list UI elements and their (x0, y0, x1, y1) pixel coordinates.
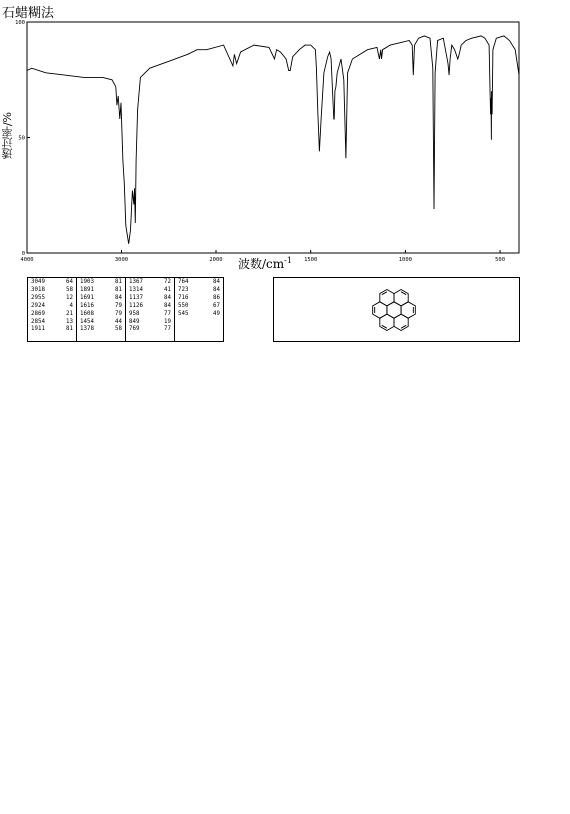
peak-wavenumber: 1691 (80, 294, 94, 301)
page-title: 石蜡糊法 (2, 6, 55, 21)
peak-table-row (129, 326, 171, 334)
peak-table-column (28, 278, 77, 341)
peak-table-row (178, 287, 220, 295)
peak-table-row (80, 319, 122, 327)
peak-wavenumber: 1903 (80, 279, 94, 285)
peak-transmittance: 72 (164, 279, 171, 285)
peak-table (27, 277, 224, 342)
peak-transmittance: 44 (115, 318, 122, 325)
peak-transmittance: 12 (66, 294, 73, 301)
peak-table-row (178, 311, 220, 319)
peak-wavenumber: 723 (178, 286, 189, 293)
peak-table-row (178, 295, 220, 303)
peak-wavenumber: 1314 (129, 286, 143, 293)
peak-table-row (31, 319, 73, 327)
peak-table-column (175, 278, 223, 341)
peak-transmittance: 81 (66, 326, 73, 333)
peak-wavenumber: 1378 (80, 326, 94, 333)
spectrum-line (27, 36, 519, 244)
peak-wavenumber: 1137 (129, 294, 143, 301)
peak-table-row (31, 287, 73, 295)
peak-transmittance: 77 (164, 326, 171, 333)
peak-transmittance: 84 (213, 279, 220, 285)
peak-transmittance: 77 (164, 310, 171, 317)
peak-wavenumber: 1126 (129, 302, 143, 309)
peak-wavenumber: 1891 (80, 286, 94, 293)
peak-wavenumber: 3049 (31, 279, 45, 285)
peak-wavenumber: 764 (178, 279, 189, 285)
y-tick-label: 100 (15, 20, 25, 26)
peak-transmittance: 64 (66, 279, 73, 285)
peak-table-row (129, 311, 171, 319)
peak-table-row (80, 303, 122, 311)
peak-transmittance: 67 (213, 302, 220, 309)
x-tick-label: 3000 (114, 257, 129, 263)
peak-wavenumber: 3018 (31, 286, 45, 293)
peak-wavenumber: 958 (129, 310, 140, 317)
x-axis-label-unit-exponent: -1 (284, 256, 292, 265)
peak-transmittance: 41 (164, 286, 171, 293)
x-tick-label: 500 (495, 257, 506, 263)
peak-transmittance: 79 (115, 302, 122, 309)
peak-transmittance: 81 (115, 286, 122, 293)
x-tick-label: 2000 (209, 257, 223, 263)
y-tick-label: 0 (21, 251, 25, 257)
peak-transmittance: 4 (69, 302, 73, 309)
peak-table-row (31, 295, 73, 303)
x-tick-label: 4000 (20, 257, 34, 263)
peak-table-row (129, 303, 171, 311)
peak-transmittance: 86 (213, 294, 220, 301)
peak-transmittance: 84 (164, 302, 171, 309)
ir-spectrum-chart (0, 0, 570, 275)
peak-transmittance: 81 (115, 279, 122, 285)
peak-wavenumber: 2869 (31, 310, 45, 317)
peak-wavenumber: 1616 (80, 302, 94, 309)
peak-table-row (129, 279, 171, 287)
peak-table-row (80, 311, 122, 319)
x-tick-label: 1000 (398, 257, 412, 263)
peak-transmittance: 79 (115, 310, 122, 317)
peak-table-row (129, 295, 171, 303)
x-axis-label-text: 波数/cm (238, 257, 285, 271)
peak-transmittance: 84 (164, 294, 171, 301)
x-axis-label (238, 255, 292, 272)
peak-wavenumber: 545 (178, 310, 189, 317)
peak-table-column (126, 278, 175, 341)
peak-transmittance: 84 (115, 294, 122, 301)
peak-table-row (129, 287, 171, 295)
peak-table-row (31, 311, 73, 319)
peak-table-row (31, 303, 73, 311)
peak-wavenumber: 849 (129, 318, 140, 325)
peak-wavenumber: 1608 (80, 310, 94, 317)
x-tick-label: 1500 (304, 257, 318, 263)
peak-wavenumber: 1367 (129, 279, 143, 285)
peak-transmittance: 58 (115, 326, 122, 333)
peak-transmittance: 21 (66, 310, 73, 317)
peak-wavenumber: 716 (178, 294, 189, 301)
peak-table-row (31, 326, 73, 334)
peak-table-row (80, 326, 122, 334)
peak-wavenumber: 769 (129, 326, 140, 333)
y-tick-label: 50 (18, 135, 25, 142)
structure-box (273, 277, 520, 342)
peak-table-row (178, 303, 220, 311)
peak-table-column (77, 278, 126, 341)
peak-transmittance: 13 (66, 318, 73, 325)
peak-wavenumber: 1911 (31, 326, 45, 333)
peak-wavenumber: 1454 (80, 318, 94, 325)
peak-transmittance: 58 (66, 286, 73, 293)
peak-wavenumber: 2955 (31, 294, 45, 301)
peak-table-row (80, 295, 122, 303)
peak-table-row (178, 279, 220, 287)
peak-table-row (80, 279, 122, 287)
peak-transmittance: 19 (164, 318, 171, 325)
peak-table-row (129, 319, 171, 327)
peak-table-row (31, 279, 73, 287)
peak-wavenumber: 2924 (31, 302, 45, 309)
peak-wavenumber: 550 (178, 302, 189, 309)
coronene-structure-diagram (274, 278, 519, 341)
y-axis-label: 透过率/% (1, 112, 14, 160)
peak-wavenumber: 2854 (31, 318, 45, 325)
peak-transmittance: 49 (213, 310, 220, 317)
peak-transmittance: 84 (213, 286, 220, 293)
peak-table-row (80, 287, 122, 295)
